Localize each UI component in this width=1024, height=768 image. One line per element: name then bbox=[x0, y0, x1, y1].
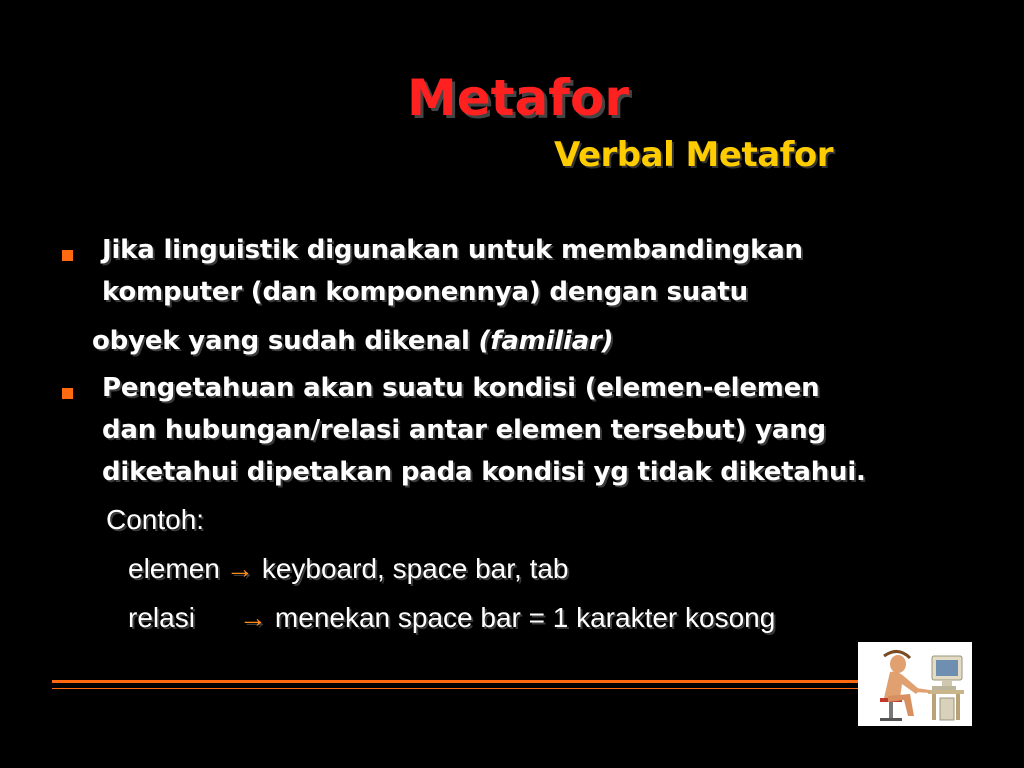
bullet-1-line-2: komputer (dan komponennya) dengan suatu bbox=[102, 277, 748, 307]
example-row-2 bbox=[128, 599, 775, 637]
example-label: Contoh: bbox=[106, 504, 205, 535]
bullet-2-line-3: diketahui dipetakan pada kondisi yg tidak diketahui. bbox=[102, 457, 866, 487]
example-1-description: keyboard, space bar, tab bbox=[261, 553, 569, 584]
bullet-2-line-1: Pengetahuan akan suatu kondisi (elemen-elemen bbox=[102, 373, 820, 403]
example-2-term: relasi bbox=[128, 602, 195, 633]
bullet-1-line-1: Jika linguistik digunakan untuk membandingkan bbox=[102, 235, 803, 265]
bullet-2-line-2: dan hubungan/relasi antar elemen tersebut) yang bbox=[102, 415, 826, 445]
slide-title: Metafor bbox=[406, 69, 630, 127]
bullet-marker-2 bbox=[62, 388, 73, 399]
bullet-1-continuation bbox=[92, 322, 613, 360]
arrow-right-icon: → bbox=[238, 602, 267, 633]
person-at-computer-icon bbox=[858, 642, 972, 726]
arrow-right-icon: → bbox=[225, 553, 254, 584]
example-1-term: elemen bbox=[128, 553, 220, 584]
bullet-1-continuation-text: obyek yang sudah dikenal bbox=[92, 326, 479, 356]
footer-rule-thick bbox=[52, 680, 858, 683]
bullet-marker-1 bbox=[62, 250, 73, 261]
footer-rule-thin bbox=[52, 688, 858, 689]
example-2-description: menekan space bar = 1 karakter kosong bbox=[274, 602, 776, 633]
slide-subtitle: Verbal Metafor bbox=[554, 135, 834, 175]
example-row-1 bbox=[128, 550, 569, 588]
bullet-1-continuation-italic: (familiar) bbox=[478, 326, 614, 356]
